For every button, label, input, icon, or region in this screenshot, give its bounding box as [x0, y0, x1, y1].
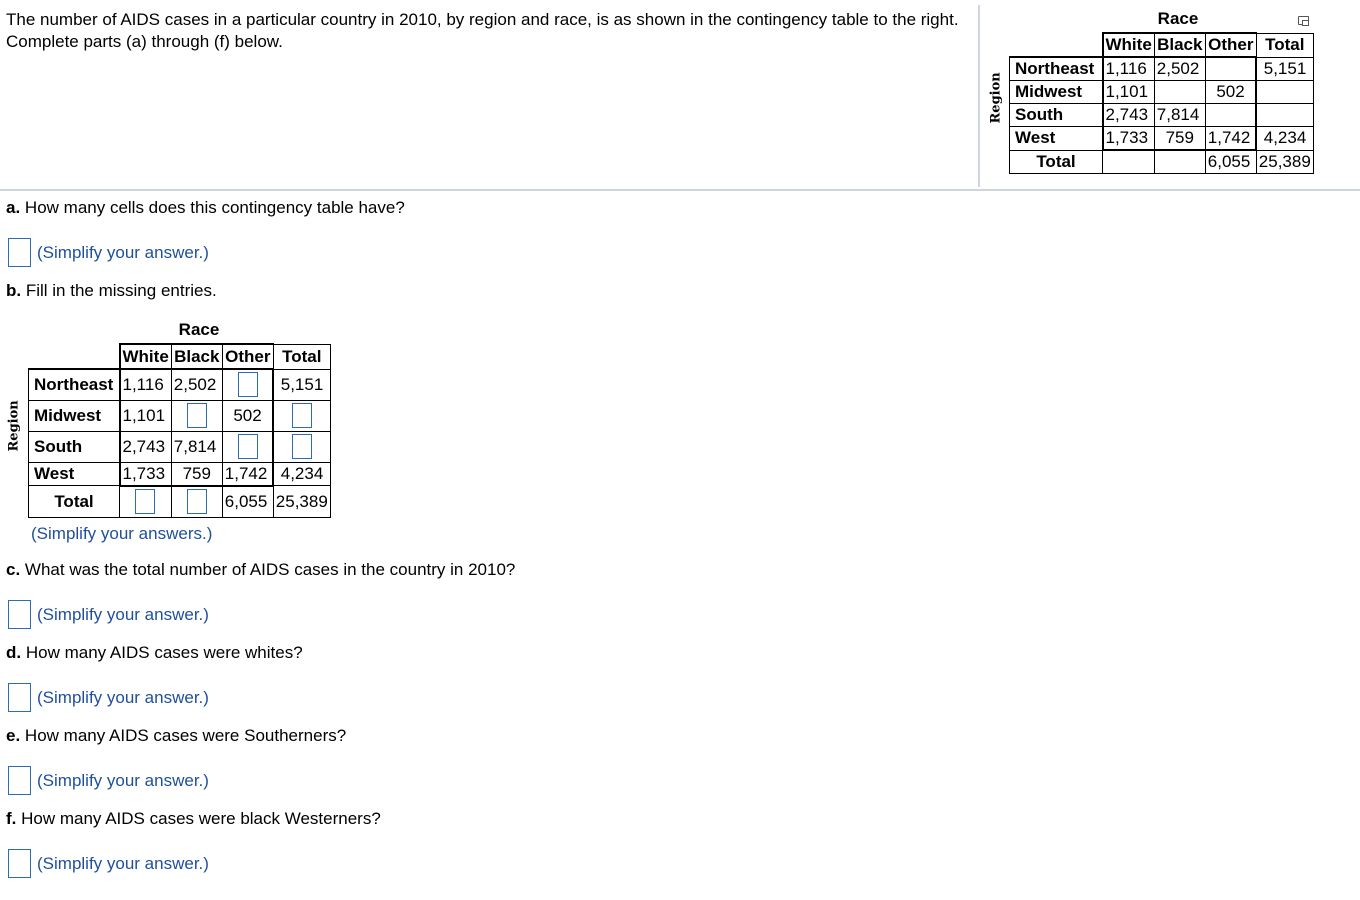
ref-row-label: Northeast	[1010, 57, 1103, 81]
ref-cell: 2,502	[1154, 57, 1205, 81]
answer-row-a	[8, 238, 209, 267]
question-d: d. How many AIDS cases were whites?	[6, 643, 303, 662]
fill-cell: 25,389	[273, 486, 330, 518]
fill-cell: 4,234	[273, 462, 330, 486]
hint-b: (Simplify your answers.)	[31, 524, 213, 543]
fill-cell-slot	[222, 431, 273, 462]
ref-header-black: Black	[1154, 33, 1205, 57]
ref-cell: 1,742	[1205, 127, 1256, 151]
ref-header-total: Total	[1256, 33, 1313, 57]
answer-input-f[interactable]	[8, 849, 31, 878]
answer-row-d	[8, 683, 209, 712]
fill-input-south-other[interactable]	[238, 434, 258, 459]
fill-input-midwest-black[interactable]	[187, 403, 207, 428]
ref-region-label: Region	[988, 72, 1004, 124]
fill-cell: 5,151	[273, 369, 330, 400]
fill-input-south-total[interactable]	[292, 434, 312, 459]
question-b: b. Fill in the missing entries.	[6, 281, 217, 300]
ref-cell	[1256, 104, 1313, 127]
fill-cell-slot	[171, 486, 222, 518]
fill-input-total-white[interactable]	[135, 489, 155, 514]
fill-total-label: Total	[29, 486, 120, 518]
ref-row-label: South	[1010, 104, 1103, 127]
reference-contingency-table	[1009, 32, 1314, 174]
ref-cell	[1103, 150, 1155, 174]
ref-cell: 759	[1154, 127, 1205, 151]
answer-input-e[interactable]	[8, 766, 31, 795]
fill-cell: 2,502	[171, 369, 222, 400]
hint-e: (Simplify your answer.)	[37, 770, 209, 790]
fill-input-northeast-other[interactable]	[238, 372, 258, 397]
answer-input-a[interactable]	[8, 238, 31, 267]
fill-input-total-black[interactable]	[187, 489, 207, 514]
fill-input-midwest-total[interactable]	[292, 403, 312, 428]
popout-icon[interactable]	[1298, 16, 1309, 25]
ref-header-other: Other	[1205, 33, 1256, 57]
ref-row-label: Midwest	[1010, 81, 1103, 104]
ref-header-white: White	[1103, 33, 1155, 57]
ref-cell: 7,814	[1154, 104, 1205, 127]
fill-cell: 502	[222, 400, 273, 431]
answer-row-e	[8, 766, 209, 795]
fill-header-white: White	[120, 344, 172, 369]
fill-in-contingency-table	[28, 343, 331, 518]
fill-cell: 1,101	[120, 400, 172, 431]
fill-cell-slot	[120, 486, 172, 518]
fill-cell: 7,814	[171, 431, 222, 462]
fill-cell: 759	[171, 462, 222, 486]
answer-input-d[interactable]	[8, 683, 31, 712]
ref-cell	[1205, 57, 1256, 81]
ref-cell: 502	[1205, 81, 1256, 104]
question-a: a. How many cells does this contingency table have?	[6, 198, 405, 217]
ref-cell	[1154, 150, 1205, 174]
ref-cell: 25,389	[1256, 150, 1313, 174]
fill-cell: 6,055	[222, 486, 273, 518]
ref-row-label: West	[1010, 127, 1103, 151]
fill-row-label: Midwest	[29, 400, 120, 431]
fill-row-label: Northeast	[29, 369, 120, 400]
answer-row-c	[8, 600, 209, 629]
fill-cell: 2,743	[120, 431, 172, 462]
ref-cell	[1205, 104, 1256, 127]
fill-cell-slot	[273, 400, 330, 431]
fill-cell: 1,742	[222, 462, 273, 486]
question-f: f. How many AIDS cases were black Westerners?	[6, 809, 381, 828]
ref-cell	[1154, 81, 1205, 104]
ref-cell: 1,101	[1103, 81, 1155, 104]
hint-f: (Simplify your answer.)	[37, 853, 209, 873]
hint-d: (Simplify your answer.)	[37, 687, 209, 707]
ref-cell: 5,151	[1256, 57, 1313, 81]
question-c: c. What was the total number of AIDS cases in the country in 2010?	[6, 560, 516, 579]
answer-input-c[interactable]	[8, 600, 31, 629]
hint-a: (Simplify your answer.)	[37, 242, 209, 262]
answer-row-f	[8, 849, 209, 878]
fill-cell-slot	[171, 400, 222, 431]
ref-cell	[1256, 81, 1313, 104]
question-e: e. How many AIDS cases were Southerners?	[6, 726, 347, 745]
fill-row-label: West	[29, 462, 120, 486]
horizontal-divider	[0, 189, 1360, 191]
fill-cell: 1,116	[120, 369, 172, 400]
ref-cell: 1,116	[1103, 57, 1155, 81]
fill-row-label: South	[29, 431, 120, 462]
ref-cell: 1,733	[1103, 127, 1155, 151]
fill-cell-slot	[222, 369, 273, 400]
ref-race-title: Race	[1157, 9, 1199, 28]
fill-race-title: Race	[178, 320, 220, 339]
ref-cell: 2,743	[1103, 104, 1155, 127]
ref-total-label: Total	[1010, 150, 1103, 174]
fill-header-other: Other	[222, 344, 273, 369]
ref-cell: 6,055	[1205, 150, 1256, 174]
vertical-divider	[978, 5, 980, 187]
fill-header-total: Total	[273, 344, 330, 369]
fill-header-black: Black	[171, 344, 222, 369]
hint-c: (Simplify your answer.)	[37, 604, 209, 624]
fill-cell: 1,733	[120, 462, 172, 486]
ref-cell: 4,234	[1256, 127, 1313, 151]
fill-cell-slot	[273, 431, 330, 462]
problem-intro: The number of AIDS cases in a particular country in 2010, by region and race, is as shown in the contingency table to the right. Complete parts (a) through (f) below.	[6, 10, 959, 51]
fill-region-label: Region	[6, 400, 22, 452]
